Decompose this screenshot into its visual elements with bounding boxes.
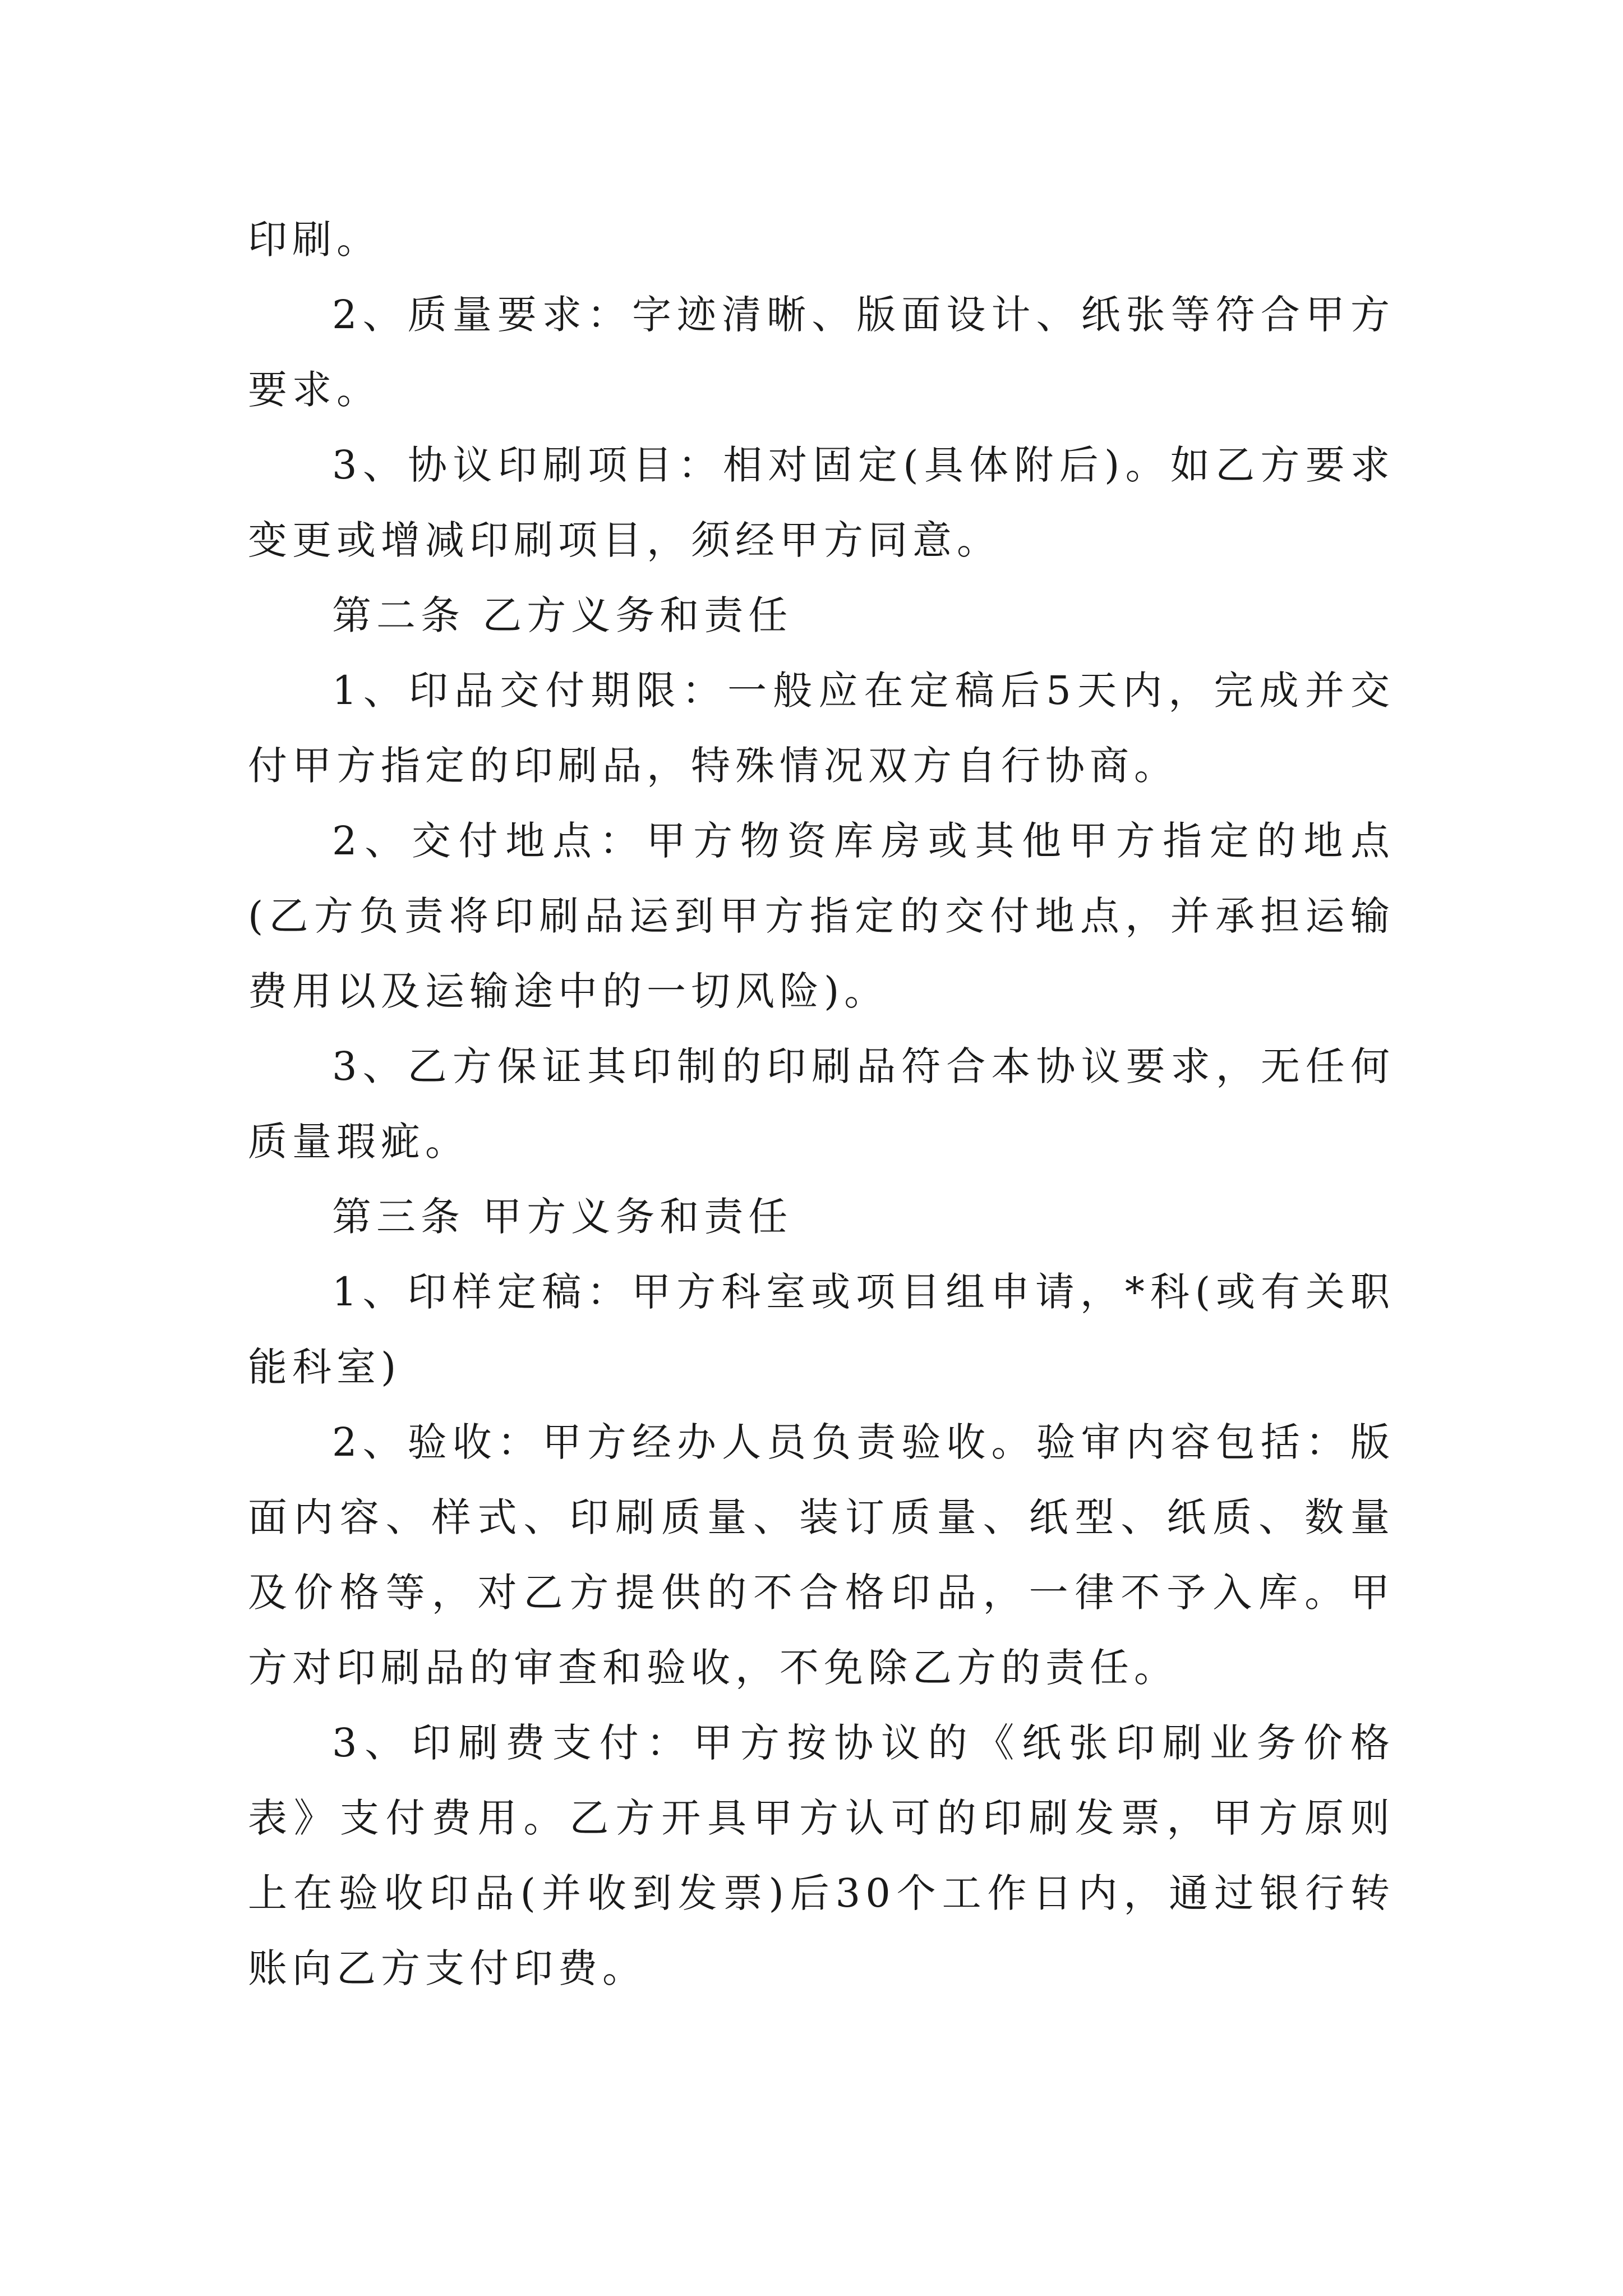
- paragraph-continuation: 印刷。: [248, 217, 381, 263]
- paragraph-acceptance: 2、验收：甲方经办人员负责验收。验审内容包括：版面内容、样式、印刷质量、装订质量、纸型、纸质、数量及价格等，对乙方提供的不合格印品，一律不予入库。甲方对印刷品的审查和验收，不免除乙方的责任。: [248, 1419, 1395, 1691]
- paragraph-quality-guarantee: 3、乙方保证其印制的印刷品符合本协议要求，无任何质量瑕疵。: [248, 1043, 1395, 1165]
- paragraph-printing-items: 3、协议印刷项目：相对固定(具体附后)。如乙方要求变更或增减印刷项目，须经甲方同意。: [248, 442, 1395, 563]
- paragraph-quality-requirements: 2、质量要求：字迹清晰、版面设计、纸张等符合甲方要求。: [248, 292, 1395, 413]
- paragraph-sample-finalization: 1、印样定稿：甲方科室或项目组申请，*科(或有关职能科室): [248, 1269, 1395, 1390]
- document-body: [248, 202, 1395, 2006]
- paragraph-delivery-location: 2、交付地点：甲方物资库房或其他甲方指定的地点(乙方负责将印刷品运到甲方指定的交付地点，并承担运输费用以及运输途中的一切风险)。: [248, 818, 1395, 1014]
- paragraph-delivery-deadline: 1、印品交付期限：一般应在定稿后5天内，完成并交付甲方指定的印刷品，特殊情况双方自行协商。: [248, 668, 1395, 789]
- paragraph-payment: 3、印刷费支付：甲方按协议的《纸张印刷业务价格表》支付费用。乙方开具甲方认可的印刷发票，甲方原则上在验收印品(并收到发票)后30个工作日内，通过银行转账向乙方支付印费。: [248, 1720, 1395, 1991]
- section-heading-article-2: 第二条 乙方义务和责任: [332, 592, 793, 638]
- section-heading-article-3: 第三条 甲方义务和责任: [332, 1194, 793, 1240]
